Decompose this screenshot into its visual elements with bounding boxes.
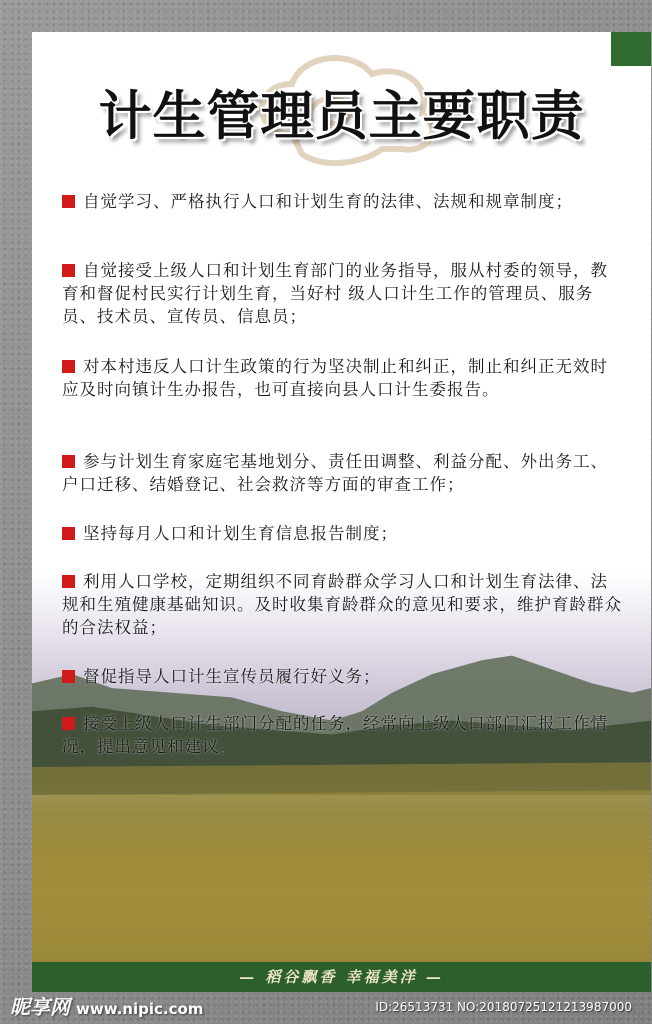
duties-list xyxy=(62,190,622,758)
poster xyxy=(32,32,651,992)
duty-item-5 xyxy=(62,522,622,570)
red-square-bullet-icon xyxy=(62,264,75,277)
corner-block xyxy=(611,32,651,66)
duty-text: 接受上级人口计生部门分配的任务，经常向上级人口部门汇报工作情况，提出意见和建议。 xyxy=(62,714,608,756)
red-square-bullet-icon xyxy=(62,717,75,730)
duty-text: 对本村违反人口计生政策的行为坚决制止和纠正，制止和纠正无效时应及时向镇计生办报告，也可直接向县人口计生委报告。 xyxy=(62,357,608,399)
red-square-bullet-icon xyxy=(62,670,75,683)
watermark xyxy=(10,991,203,1020)
red-square-bullet-icon xyxy=(62,360,75,373)
page-title: 计生管理员主要职责 xyxy=(98,86,585,147)
duty-text: 自觉接受上级人口和计划生育部门的业务指导，服从村委的领导，教育和督促村民实行计划生育，当好村 级人口计生工作的管理员、服务员、技术员、宣传员、信息员； xyxy=(62,261,608,326)
red-square-bullet-icon xyxy=(62,575,75,588)
duty-item-3 xyxy=(62,355,622,450)
watermark-url: www.nipic.com xyxy=(76,1000,204,1018)
duty-text: 督促指导人口计生宣传员履行好义务； xyxy=(83,667,381,686)
watermark-logo: 昵享网 xyxy=(10,995,70,1019)
footer-slogan: — 稻谷飘香 幸福美洋 — xyxy=(32,962,651,992)
duty-text: 坚持每月人口和计划生育信息报告制度； xyxy=(83,524,398,543)
duty-item-4 xyxy=(62,450,622,522)
duty-item-1 xyxy=(62,190,622,259)
duty-text: 自觉学习、严格执行人口和计划生育的法律、法规和规章制度； xyxy=(83,192,573,211)
duty-item-8 xyxy=(62,712,622,758)
duty-text: 利用人口学校，定期组织不同育龄群众学习人口和计划生育法律、法规和生殖健康基础知识。及时收集育龄群众的意见和要求，维护育龄群众的合法权益； xyxy=(62,572,622,637)
red-square-bullet-icon xyxy=(62,195,75,208)
duty-item-7 xyxy=(62,665,622,712)
image-id: ID:26513731 NO:20180725121213987000 xyxy=(375,1000,632,1014)
duty-item-6 xyxy=(62,570,622,665)
red-square-bullet-icon xyxy=(62,527,75,540)
duty-item-2 xyxy=(62,259,622,355)
red-square-bullet-icon xyxy=(62,455,75,468)
duty-text: 参与计划生育家庭宅基地划分、责任田调整、利益分配、外出务工、户口迁移、结婚登记、社会救济等方面的审查工作； xyxy=(62,452,608,494)
